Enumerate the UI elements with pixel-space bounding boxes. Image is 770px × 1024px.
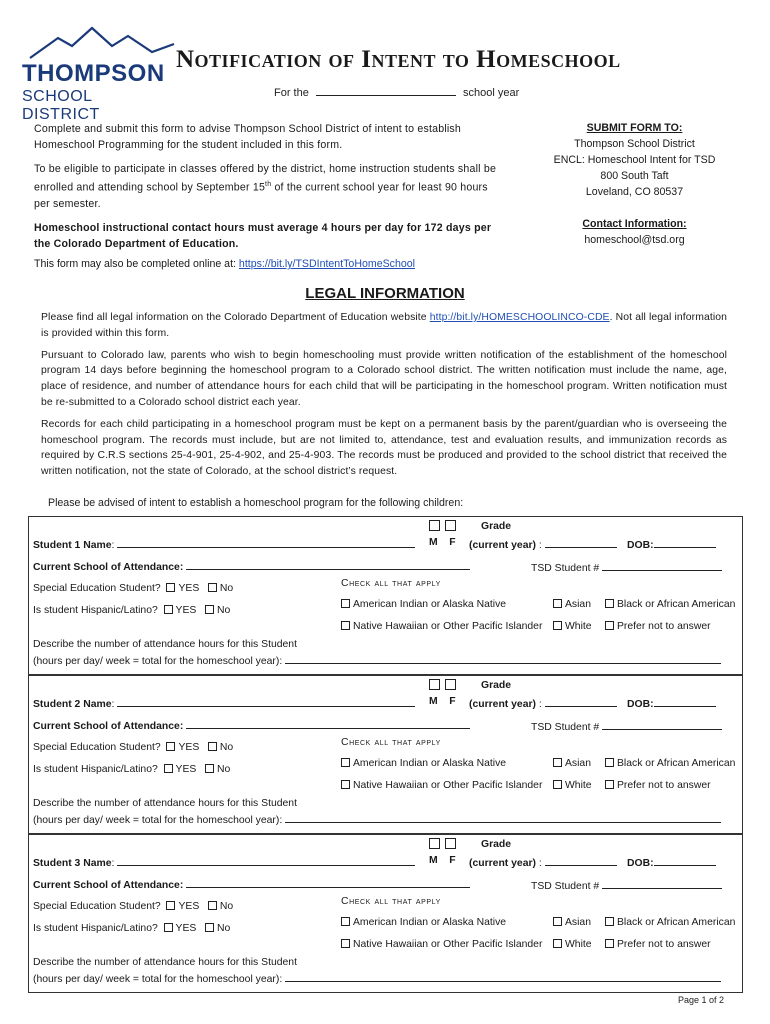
- submit-line-3: 800 South Taft: [600, 170, 669, 182]
- gender-m-checkbox[interactable]: [429, 520, 440, 531]
- gender-m-checkbox[interactable]: [429, 838, 440, 849]
- gender-f-checkbox[interactable]: [445, 679, 456, 690]
- student-name-label: Student 3 Name:: [33, 855, 415, 869]
- race-white-checkbox[interactable]: [553, 780, 562, 789]
- mountain-logo-icon: [28, 24, 176, 60]
- sped-row: Special Education Student? YES No: [33, 742, 234, 753]
- race-row-1: American Indian or Alaska Native: [341, 599, 506, 610]
- legal-heading: LEGAL INFORMATION: [305, 285, 465, 302]
- race-row-2: Native Hawaiian or Other Pacific Islander: [341, 621, 542, 632]
- current-school-field[interactable]: [186, 718, 470, 729]
- sped-yes-checkbox[interactable]: [166, 742, 175, 751]
- dob-input[interactable]: [654, 537, 716, 548]
- gender-checkboxes: [429, 520, 461, 534]
- race-prefer-not-checkbox[interactable]: [605, 780, 614, 789]
- student-name-label: Student 1 Name:: [33, 537, 415, 551]
- gender-labels: M F: [429, 855, 456, 866]
- intro-paragraph-2: To be eligible to participate in classes offered by the district, home instruction students shall be enrolled and attending school by September 15th of the current school year for least 90 hours per semester.: [34, 163, 497, 210]
- grade-label: Grade: [481, 680, 512, 691]
- hispanic-yes-checkbox[interactable]: [164, 605, 173, 614]
- race-white: White: [553, 780, 592, 791]
- hours-label-1: Describe the number of attendance hours for this Student: [33, 957, 297, 968]
- current-school-field[interactable]: [186, 559, 470, 570]
- check-all-label: Check all that apply: [341, 578, 441, 589]
- race-white-checkbox[interactable]: [553, 939, 562, 948]
- legal-paragraph-2: Pursuant to Colorado law, parents who wish to begin homeschooling must provide written notification of the establishment of the homeschool program 14 days before beginning the homeschool program to a Colorado school district. The written notification must include the name, age, place of residence, and number of attendance hours for each child that will be participating in the homeschool program. Written notification must be re-submitted to a Colorado school district each year.: [41, 349, 727, 408]
- current-school-label: Current School of Attendance:: [33, 718, 470, 732]
- hours-field[interactable]: [285, 971, 721, 982]
- submit-heading: SUBMIT FORM TO:: [586, 122, 683, 134]
- dob-field: DOB:: [627, 696, 716, 710]
- advise-text: Please be advised of intent to establish a homeschool program for the following children:: [48, 497, 464, 509]
- hispanic-no-checkbox[interactable]: [205, 764, 214, 773]
- school-year-field[interactable]: [316, 86, 456, 96]
- tsd-student-number: TSD Student #: [531, 878, 722, 892]
- grade-label: Grade: [481, 521, 512, 532]
- student-name-field[interactable]: [117, 537, 415, 548]
- sped-no-checkbox[interactable]: [208, 901, 217, 910]
- race-prefer-not-checkbox[interactable]: [605, 939, 614, 948]
- legal-paragraph-1: Please find all legal information on the Colorado Department of Education website http://bit.ly/HOMESCHOOLINCO-CDE. Not all legal information is provided within this form.: [41, 312, 727, 339]
- gender-checkboxes: [429, 838, 461, 852]
- submit-info: [532, 120, 737, 248]
- sped-yes-checkbox[interactable]: [166, 583, 175, 592]
- tsd-student-number: TSD Student #: [531, 560, 722, 574]
- hispanic-row: Is student Hispanic/Latino? YES No: [33, 764, 231, 775]
- race-native-hawaiian-checkbox[interactable]: [341, 939, 350, 948]
- intro-paragraph-3: Homeschool instructional contact hours must average 4 hours per day for 172 days per the Colorado Department of Education.: [34, 221, 492, 250]
- tsd-number-field[interactable]: [602, 719, 722, 730]
- tsd-number-field[interactable]: [602, 878, 722, 889]
- race-asian-checkbox[interactable]: [553, 758, 562, 767]
- race-white-checkbox[interactable]: [553, 621, 562, 630]
- race-black: Black or African American: [605, 599, 735, 610]
- sped-row: Special Education Student? YES No: [33, 901, 234, 912]
- hours-field[interactable]: [285, 653, 721, 664]
- school-year-suffix: school year: [462, 87, 520, 99]
- race-black: Black or African American: [605, 758, 735, 769]
- hispanic-no-checkbox[interactable]: [205, 605, 214, 614]
- dob-field: DOB:: [627, 537, 716, 551]
- form-title: Notification of Intent to Homeschool: [176, 46, 621, 73]
- race-black: Black or African American: [605, 917, 735, 928]
- gender-labels: M F: [429, 537, 456, 548]
- submit-line-1: Thompson School District: [574, 138, 695, 150]
- contact-email: homeschool@tsd.org: [584, 234, 685, 246]
- tsd-number-field[interactable]: [602, 560, 722, 571]
- race-asian: Asian: [553, 917, 591, 928]
- race-native-hawaiian-checkbox[interactable]: [341, 621, 350, 630]
- dob-input[interactable]: [654, 855, 716, 866]
- hispanic-row: Is student Hispanic/Latino? YES No: [33, 923, 231, 934]
- grade-input[interactable]: [545, 696, 617, 707]
- grade-field: (current year) :: [469, 855, 617, 869]
- race-row-1: American Indian or Alaska Native: [341, 917, 506, 928]
- sped-no-checkbox[interactable]: [208, 742, 217, 751]
- gender-labels: M F: [429, 696, 456, 707]
- race-row-2: Native Hawaiian or Other Pacific Islander: [341, 939, 542, 950]
- logo-line-1: THOMPSON: [22, 60, 165, 87]
- sped-no-checkbox[interactable]: [208, 583, 217, 592]
- tsd-student-number: TSD Student #: [531, 719, 722, 733]
- hours-field[interactable]: [285, 812, 721, 823]
- submit-line-2: ENCL: Homeschool Intent for TSD: [553, 154, 716, 166]
- legal-section: [41, 310, 727, 486]
- student-card: [28, 675, 743, 834]
- online-note: This form may also be completed online at: https://bit.ly/TSDIntentToHomeSchool: [34, 258, 415, 270]
- race-prefer-not: Prefer not to answer: [605, 780, 711, 791]
- online-form-link[interactable]: https://bit.ly/TSDIntentToHomeSchool: [238, 258, 415, 270]
- race-american-indian-checkbox[interactable]: [341, 758, 350, 767]
- sped-yes-checkbox[interactable]: [166, 901, 175, 910]
- intro-section: [34, 121, 504, 260]
- dob-input[interactable]: [654, 696, 716, 707]
- current-school-label: Current School of Attendance:: [33, 559, 470, 573]
- student-card: [28, 516, 743, 675]
- race-asian-checkbox[interactable]: [553, 917, 562, 926]
- race-native-hawaiian-checkbox[interactable]: [341, 780, 350, 789]
- gender-m-checkbox[interactable]: [429, 679, 440, 690]
- race-asian-checkbox[interactable]: [553, 599, 562, 608]
- student-name-field[interactable]: [117, 855, 415, 866]
- gender-f-checkbox[interactable]: [445, 838, 456, 849]
- grade-field: (current year) :: [469, 696, 617, 710]
- school-year-prefix: For the: [274, 87, 309, 99]
- race-asian: Asian: [553, 758, 591, 769]
- student-name-field[interactable]: [117, 696, 415, 707]
- race-black-checkbox[interactable]: [605, 917, 614, 926]
- race-asian: Asian: [553, 599, 591, 610]
- race-american-indian-checkbox[interactable]: [341, 599, 350, 608]
- race-prefer-not-checkbox[interactable]: [605, 621, 614, 630]
- hours-label-1: Describe the number of attendance hours for this Student: [33, 639, 297, 650]
- logo-line-2: SCHOOL DISTRICT: [22, 88, 100, 123]
- dob-field: DOB:: [627, 855, 716, 869]
- race-row-2: Native Hawaiian or Other Pacific Islander: [341, 780, 542, 791]
- hours-label-2: (hours per day/ week = total for the homeschool year):: [33, 971, 721, 985]
- grade-label: Grade: [481, 839, 512, 850]
- grade-input[interactable]: [545, 537, 617, 548]
- race-white: White: [553, 621, 592, 632]
- hours-label-2: (hours per day/ week = total for the homeschool year):: [33, 812, 721, 826]
- student-name-label: Student 2 Name:: [33, 696, 415, 710]
- hispanic-yes-checkbox[interactable]: [164, 923, 173, 932]
- check-all-label: Check all that apply: [341, 896, 441, 907]
- gender-checkboxes: [429, 679, 461, 693]
- current-school-label: Current School of Attendance:: [33, 877, 470, 891]
- current-school-field[interactable]: [186, 877, 470, 888]
- check-all-label: Check all that apply: [341, 737, 441, 748]
- intro-paragraph-1: Complete and submit this form to advise Thompson School District of intent to establish Homeschool Programming for the student included in this form.: [34, 123, 462, 151]
- race-prefer-not: Prefer not to answer: [605, 621, 711, 632]
- hispanic-no-checkbox[interactable]: [205, 923, 214, 932]
- hours-label-2: (hours per day/ week = total for the homeschool year):: [33, 653, 721, 667]
- race-black-checkbox[interactable]: [605, 599, 614, 608]
- race-black-checkbox[interactable]: [605, 758, 614, 767]
- race-american-indian-checkbox[interactable]: [341, 917, 350, 926]
- submit-line-4: Loveland, CO 80537: [585, 186, 684, 198]
- contact-heading: Contact Information:: [582, 218, 687, 230]
- hispanic-yes-checkbox[interactable]: [164, 764, 173, 773]
- hours-label-1: Describe the number of attendance hours for this Student: [33, 798, 297, 809]
- hispanic-row: Is student Hispanic/Latino? YES No: [33, 605, 231, 616]
- race-row-1: American Indian or Alaska Native: [341, 758, 506, 769]
- race-white: White: [553, 939, 592, 950]
- legal-paragraph-3: Records for each child participating in a homeschool program must be kept on a permanent basis by the parent/guardian who is overseeing the homeschool program. The records must include, but are not limited to, attendance, test and evaluation results, and immunization records as required by C.R.S sections 25-4-901, 25-4-902, and 25-4-903. The records must be produced and provided to the school district that received the written notification, not the state of Colorado, at the school district’s request.: [41, 418, 727, 478]
- grade-input[interactable]: [545, 855, 617, 866]
- cde-link[interactable]: http://bit.ly/HOMESCHOOLINCO-CDE: [429, 312, 610, 323]
- grade-field: (current year) :: [469, 537, 617, 551]
- district-logo: [22, 24, 172, 123]
- race-prefer-not: Prefer not to answer: [605, 939, 711, 950]
- gender-f-checkbox[interactable]: [445, 520, 456, 531]
- page-number: Page 1 of 2: [677, 995, 724, 1005]
- sped-row: Special Education Student? YES No: [33, 583, 234, 594]
- student-card: [28, 834, 743, 993]
- school-year-line: [274, 86, 519, 99]
